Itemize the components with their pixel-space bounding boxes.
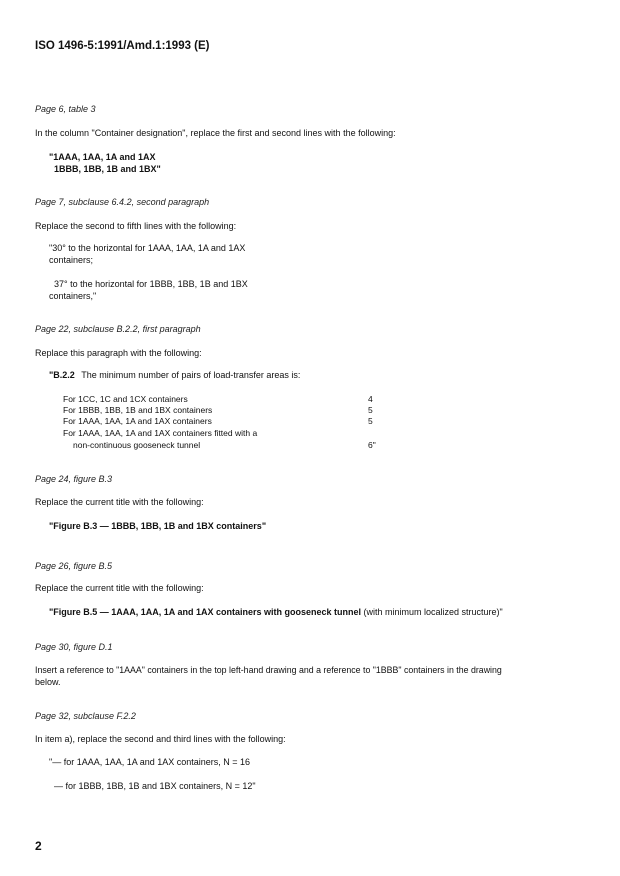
section-instruction: Replace this paragraph with the following: — [35, 348, 202, 358]
figure-b5-title-rest: (with minimum localized structure)" — [361, 607, 503, 617]
section-ref-f-2-2: Page 32, subclause F.2.2 — [35, 711, 136, 721]
insert-reference-line-1: Insert a reference to "1AAA" containers in the top left-hand drawing and a reference to "1BBB" containers in the drawing — [35, 665, 502, 675]
table-row-value: 5 — [368, 405, 373, 415]
section-instruction: Replace the current title with the following: — [35, 583, 204, 593]
section-ref-figure-b3: Page 24, figure B.3 — [35, 474, 113, 484]
section-instruction: In the column "Container designation", replace the first and second lines with the following: — [35, 128, 396, 138]
figure-b5-title — [49, 607, 503, 617]
table-row-value: 4 — [368, 394, 373, 404]
table-row-label: For 1AAA, 1AA, 1A and 1AX containers fitted with a — [63, 428, 258, 438]
item-n16: "— for 1AAA, 1AA, 1A and 1AX containers, N = 16 — [49, 757, 251, 767]
section-instruction: Replace the current title with the following: — [35, 497, 204, 507]
designation-line-1: "1AAA, 1AA, 1A and 1AX — [49, 152, 156, 162]
insert-reference-line-2: below. — [35, 677, 61, 687]
item-n12: — for 1BBB, 1BB, 1B and 1BX containers, N = 12" — [54, 781, 256, 791]
table-row-value: 5 — [368, 416, 373, 426]
angle-line-3: 37° to the horizontal for 1BBB, 1BB, 1B and 1BX — [54, 279, 248, 289]
section-ref-figure-b5: Page 26, figure B.5 — [35, 561, 113, 571]
table-row-label: For 1CC, 1C and 1CX containers — [63, 394, 188, 404]
page-number: 2 — [35, 839, 42, 853]
section-ref-table3: Page 6, table 3 — [35, 104, 96, 114]
angle-line-4: containers," — [49, 291, 97, 301]
clause-b-2-2 — [49, 370, 300, 380]
figure-b5-title-bold: "Figure B.5 — 1AAA, 1AA, 1A and 1AX containers with gooseneck tunnel — [49, 607, 361, 617]
section-ref-figure-d1: Page 30, figure D.1 — [35, 642, 113, 652]
angle-line-2: containers; — [49, 255, 94, 265]
section-ref-b-2-2: Page 22, subclause B.2.2, first paragraph — [35, 324, 201, 334]
section-instruction: Replace the second to fifth lines with the following: — [35, 221, 237, 231]
table-row-label: non-continuous gooseneck tunnel — [73, 440, 201, 450]
table-row-label: For 1BBB, 1BB, 1B and 1BX containers — [63, 405, 213, 415]
angle-line-1: "30° to the horizontal for 1AAA, 1AA, 1A and 1AX — [49, 243, 246, 253]
designation-line-2: 1BBB, 1BB, 1B and 1BX" — [54, 164, 161, 174]
section-instruction: In item a), replace the second and third lines with the following: — [35, 734, 286, 744]
table-row-label: For 1AAA, 1AA, 1A and 1AX containers — [63, 416, 212, 426]
document-header: ISO 1496-5:1991/Amd.1:1993 (E) — [35, 40, 210, 52]
table-row-value: 6" — [368, 440, 376, 450]
figure-b3-title: "Figure B.3 — 1BBB, 1BB, 1B and 1BX containers" — [49, 521, 267, 531]
section-ref-6-4-2: Page 7, subclause 6.4.2, second paragraph — [35, 197, 210, 207]
clause-number: "B.2.2 — [49, 370, 75, 380]
clause-text: The minimum number of pairs of load-transfer areas is: — [81, 370, 301, 380]
